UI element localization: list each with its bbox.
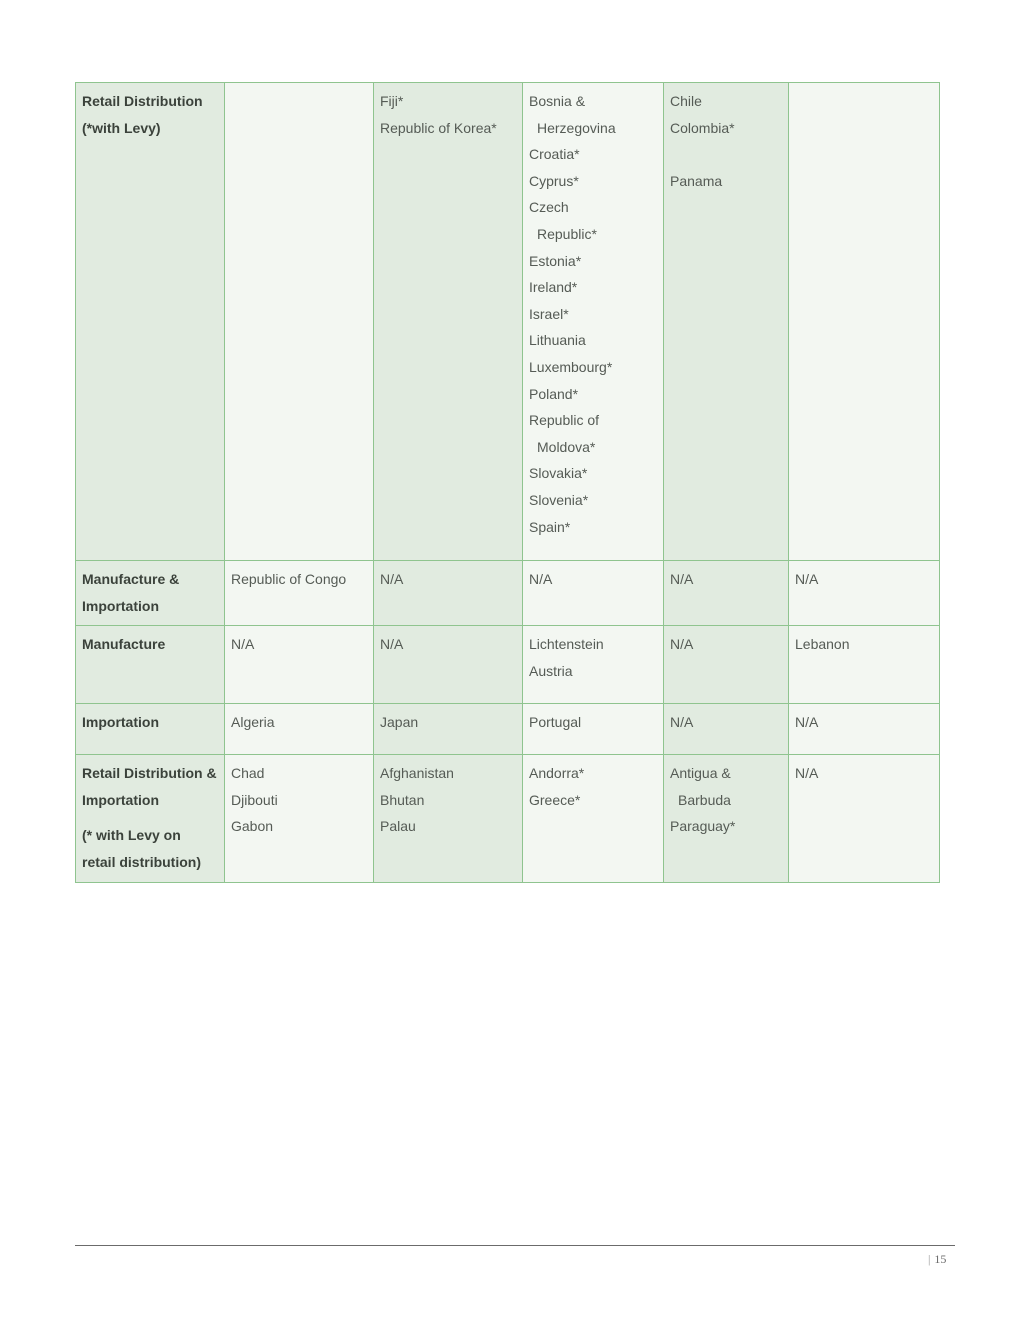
country-name: Japan	[380, 714, 419, 731]
row-header	[76, 755, 225, 882]
country-name: Czech	[529, 199, 569, 216]
table-row	[76, 626, 940, 704]
row-header-line: Importation	[82, 714, 159, 731]
table-row	[76, 83, 940, 561]
country-name: Bosnia &	[529, 93, 586, 109]
row-header	[76, 626, 225, 704]
country-name: Lichtenstein	[529, 636, 604, 653]
page-number	[928, 1252, 946, 1267]
row-header-line: Manufacture &	[82, 571, 180, 587]
country-name: Israel*	[529, 305, 569, 322]
cell-value: N/A	[670, 714, 694, 731]
table-cell	[225, 755, 374, 882]
country-name: Poland*	[529, 385, 579, 402]
table-cell	[225, 626, 374, 704]
table-cell	[664, 755, 789, 882]
country-name: Lebanon	[795, 636, 850, 653]
country-name: Austria	[529, 662, 573, 679]
country-name: Antigua &	[670, 765, 731, 782]
country-name: Cyprus*	[529, 172, 579, 189]
table-cell	[523, 561, 664, 626]
country-name: Republic*	[537, 225, 597, 242]
country-classification-table	[75, 82, 940, 883]
country-name: Paraguay*	[670, 818, 736, 835]
footer-divider	[75, 1245, 955, 1246]
table-cell	[523, 704, 664, 755]
country-name: Republic of Korea*	[380, 119, 497, 136]
country-name: Luxembourg*	[529, 358, 613, 375]
row-header	[76, 704, 225, 755]
country-name: Algeria	[231, 714, 275, 731]
table-cell	[374, 626, 523, 704]
blank-line	[82, 813, 218, 822]
country-name: Gabon	[231, 818, 274, 835]
table-cell	[374, 83, 523, 561]
country-name: Panama	[670, 172, 723, 189]
table-cell	[523, 626, 664, 704]
country-name: Lithuania	[529, 332, 586, 349]
country-name: Herzegovina	[537, 119, 616, 136]
table-cell	[225, 561, 374, 626]
table-cell	[789, 83, 940, 561]
country-name: Chile	[670, 93, 702, 109]
row-header-line: Retail Distribution	[82, 93, 203, 109]
country-name: Bhutan	[380, 791, 425, 808]
row-header-line: Retail Distribution &	[82, 765, 217, 782]
table-row	[76, 561, 940, 626]
country-name: Palau	[380, 818, 416, 835]
table-cell	[374, 561, 523, 626]
country-name: Andorra*	[529, 765, 585, 782]
table-cell	[374, 755, 523, 882]
country-name: Republic of	[529, 412, 600, 429]
country-name: Slovenia*	[529, 491, 589, 508]
country-name: Slovakia*	[529, 465, 588, 482]
country-name: Fiji*	[380, 93, 404, 109]
cell-value: N/A	[795, 714, 819, 731]
country-name: Djibouti	[231, 791, 278, 808]
cell-value: N/A	[380, 571, 404, 587]
page-number-value: 15	[934, 1252, 947, 1266]
table-cell	[789, 561, 940, 626]
country-name: Portugal	[529, 714, 582, 731]
country-name: Estonia*	[529, 252, 582, 269]
cell-value: N/A	[529, 571, 553, 587]
row-header-line: Manufacture	[82, 636, 166, 653]
cell-value: N/A	[795, 765, 819, 782]
cell-value: N/A	[231, 636, 255, 653]
country-name: Republic of Congo	[231, 571, 347, 587]
row-header-line: Importation	[82, 597, 159, 614]
cell-value: N/A	[795, 571, 819, 587]
country-name: Moldova*	[537, 438, 596, 455]
cell-value: N/A	[670, 636, 694, 653]
table-cell	[789, 626, 940, 704]
row-header-line: Importation	[82, 791, 159, 808]
cell-value: N/A	[670, 571, 694, 587]
row-header	[76, 83, 225, 561]
row-header	[76, 561, 225, 626]
table-cell	[374, 704, 523, 755]
table-cell	[664, 704, 789, 755]
country-name: Greece*	[529, 791, 581, 808]
cell-value: N/A	[380, 636, 404, 653]
table-cell	[523, 83, 664, 561]
country-name: Ireland*	[529, 279, 578, 296]
country-name: Colombia*	[670, 119, 735, 136]
page-number-separator: |	[928, 1252, 931, 1266]
table-cell	[523, 755, 664, 882]
country-name: Spain*	[529, 518, 571, 535]
table-cell	[789, 755, 940, 882]
table-row	[76, 704, 940, 755]
country-name: Chad	[231, 765, 265, 782]
table-cell	[225, 83, 374, 561]
country-name: Afghanistan	[380, 765, 454, 782]
table-cell	[664, 626, 789, 704]
row-header-line: (*with Levy)	[82, 119, 161, 136]
country-name: Barbuda	[678, 791, 731, 808]
table-cell	[664, 83, 789, 561]
table-cell	[664, 561, 789, 626]
table-cell	[225, 704, 374, 755]
row-header-line: (* with Levy on	[82, 827, 181, 844]
blank-line	[670, 141, 782, 168]
row-header-line: retail distribution)	[82, 853, 201, 870]
table-cell	[789, 704, 940, 755]
table-row	[76, 755, 940, 882]
country-name: Croatia*	[529, 146, 580, 163]
